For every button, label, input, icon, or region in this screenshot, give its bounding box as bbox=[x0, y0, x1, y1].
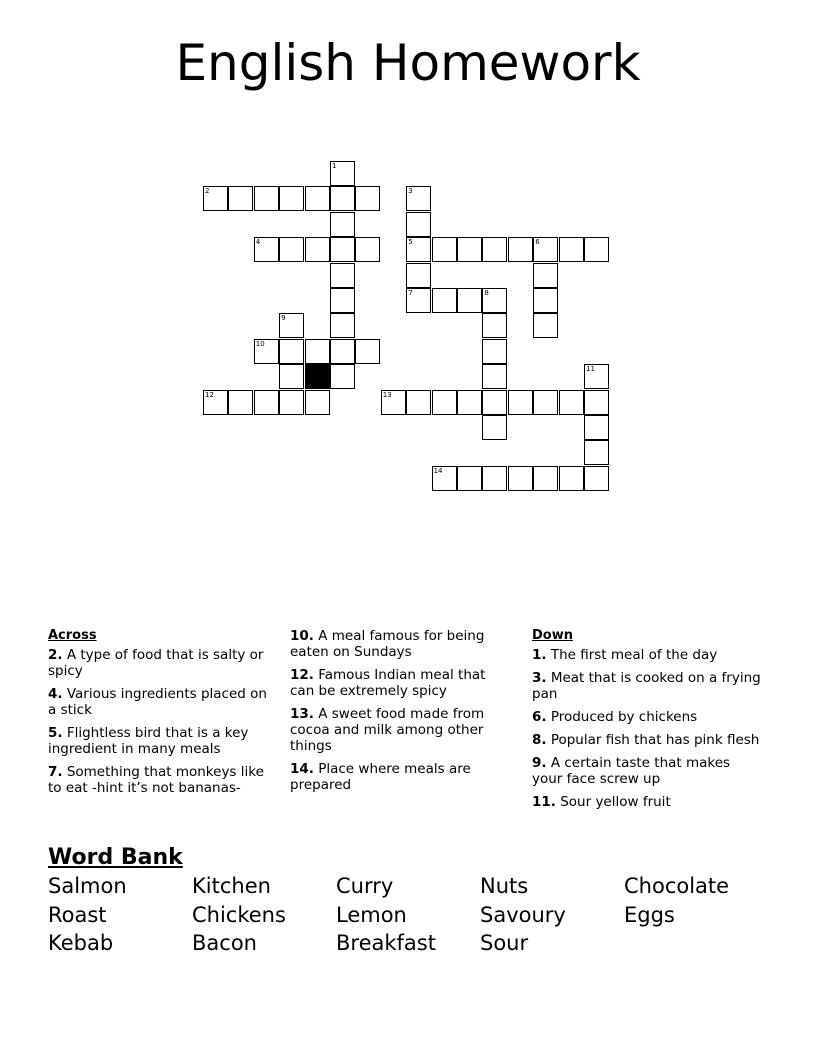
word-bank-item: Savoury bbox=[480, 903, 566, 927]
clue-across: 4. Various ingredients placed on a stick bbox=[48, 686, 267, 718]
clue-across: 2. A type of food that is salty or spicy bbox=[48, 647, 264, 679]
clue-across: 7. Something that monkeys like to eat -hint it’s not bananas- bbox=[48, 764, 264, 796]
word-bank-item: Salmon bbox=[48, 874, 127, 898]
crossword-cell[interactable] bbox=[482, 237, 507, 262]
crossword-cell[interactable] bbox=[330, 186, 355, 211]
clue-number: 5 bbox=[408, 238, 413, 247]
crossword-cell[interactable] bbox=[533, 288, 558, 313]
word-bank-item: Kebab bbox=[48, 931, 114, 955]
clue-across: 12. Famous Indian meal that can be extremely spicy bbox=[290, 667, 486, 699]
crossword-cell[interactable] bbox=[533, 237, 558, 262]
clue-number: 2 bbox=[205, 187, 210, 196]
crossword-cell[interactable] bbox=[482, 339, 507, 364]
crossword-cell[interactable] bbox=[508, 237, 533, 262]
crossword-cell[interactable] bbox=[457, 288, 482, 313]
crossword-black-cell bbox=[305, 364, 330, 389]
clue-down: 9. A certain taste that makes your face screw up bbox=[532, 755, 731, 787]
word-bank-item: Chocolate bbox=[624, 874, 730, 898]
crossword-cell[interactable] bbox=[228, 186, 253, 211]
crossword-cell[interactable] bbox=[381, 390, 406, 415]
crossword-cell[interactable] bbox=[254, 390, 279, 415]
crossword-cell[interactable] bbox=[482, 466, 507, 491]
word-bank-item: Roast bbox=[48, 903, 107, 927]
crossword-cell[interactable] bbox=[330, 237, 355, 262]
crossword-cell[interactable] bbox=[482, 364, 507, 389]
down-heading: Down bbox=[532, 628, 573, 643]
crossword-cell[interactable] bbox=[406, 237, 431, 262]
clue-across: 13. A sweet food made from cocoa and milk among other things bbox=[290, 706, 485, 754]
crossword-cell[interactable] bbox=[559, 237, 584, 262]
word-bank-item: Chickens bbox=[192, 903, 286, 927]
crossword-cell[interactable] bbox=[432, 288, 457, 313]
crossword-cell[interactable] bbox=[406, 186, 431, 211]
crossword-cell[interactable] bbox=[533, 313, 558, 338]
clue-number: 4 bbox=[255, 238, 261, 247]
crossword-cell[interactable] bbox=[584, 415, 609, 440]
crossword-cell[interactable] bbox=[279, 339, 304, 364]
word-bank-item: Lemon bbox=[336, 903, 407, 927]
clue-number: 13 bbox=[382, 390, 392, 399]
clue-number: 10 bbox=[255, 339, 265, 348]
word-bank-item: Bacon bbox=[192, 931, 257, 955]
clue-number: 12 bbox=[205, 390, 214, 399]
word-bank-item: Sour bbox=[480, 931, 529, 955]
crossword-cell[interactable] bbox=[584, 440, 609, 465]
crossword-cell[interactable] bbox=[533, 263, 558, 288]
crossword-cell[interactable] bbox=[584, 364, 609, 389]
clue-number: 11 bbox=[586, 365, 595, 374]
word-bank-item: Nuts bbox=[480, 874, 529, 898]
crossword-cell[interactable] bbox=[305, 186, 330, 211]
clue-down: 8. Popular fish that has pink flesh bbox=[532, 732, 760, 748]
word-bank-item: Curry bbox=[336, 874, 394, 898]
crossword-cell[interactable] bbox=[330, 212, 355, 237]
crossword-cell[interactable] bbox=[508, 390, 533, 415]
clue-down: 6. Produced by chickens bbox=[532, 709, 698, 725]
crossword-cell[interactable] bbox=[457, 237, 482, 262]
crossword-cell[interactable] bbox=[355, 339, 380, 364]
clue-across: 10. A meal famous for being eaten on Sundays bbox=[290, 628, 485, 660]
crossword-cell[interactable] bbox=[584, 237, 609, 262]
clue-number: 14 bbox=[433, 466, 443, 475]
crossword-cell[interactable] bbox=[330, 288, 355, 313]
crossword-cell[interactable] bbox=[330, 339, 355, 364]
crossword-cell[interactable] bbox=[355, 237, 380, 262]
crossword-cell[interactable] bbox=[279, 237, 304, 262]
crossword-cell[interactable] bbox=[559, 390, 584, 415]
crossword-cell[interactable] bbox=[279, 364, 304, 389]
across-heading: Across bbox=[48, 628, 97, 643]
crossword-cell[interactable] bbox=[279, 313, 304, 338]
crossword-cell[interactable] bbox=[482, 288, 507, 313]
crossword-cell[interactable] bbox=[355, 186, 380, 211]
word-bank-item: Eggs bbox=[624, 903, 675, 927]
crossword-cell[interactable] bbox=[584, 390, 609, 415]
crossword-cell[interactable] bbox=[406, 288, 431, 313]
crossword-cell[interactable] bbox=[279, 390, 304, 415]
crossword-cell[interactable] bbox=[330, 161, 355, 186]
clue-across: 5. Flightless bird that is a key ingredient in many meals bbox=[48, 725, 249, 757]
crossword-cell[interactable] bbox=[533, 466, 558, 491]
crossword-cell[interactable] bbox=[406, 390, 431, 415]
page-title: English Homework bbox=[175, 34, 641, 92]
clue-number: 8 bbox=[484, 289, 489, 297]
crossword-cell[interactable] bbox=[457, 390, 482, 415]
down-clues bbox=[532, 628, 764, 817]
crossword-cell[interactable] bbox=[432, 390, 457, 415]
across-clues-col2 bbox=[290, 628, 512, 800]
crossword-cell[interactable] bbox=[305, 390, 330, 415]
clue-across: 14. Place where meals are prepared bbox=[290, 761, 471, 793]
word-bank-item: Breakfast bbox=[336, 931, 436, 955]
crossword-cell[interactable] bbox=[228, 390, 253, 415]
clue-number: 3 bbox=[408, 187, 413, 196]
crossword-cell[interactable] bbox=[482, 390, 507, 415]
crossword-cell[interactable] bbox=[559, 466, 584, 491]
clue-down: 1. The first meal of the day bbox=[532, 647, 718, 663]
crossword-cell[interactable] bbox=[330, 364, 355, 389]
crossword-cell[interactable] bbox=[432, 466, 457, 491]
crossword-cell[interactable] bbox=[533, 390, 558, 415]
crossword-cell[interactable] bbox=[254, 339, 279, 364]
clue-number: 9 bbox=[281, 314, 286, 323]
crossword-cell[interactable] bbox=[203, 186, 228, 211]
crossword-cell[interactable] bbox=[482, 313, 507, 338]
crossword-cell[interactable] bbox=[203, 390, 228, 415]
crossword-cell[interactable] bbox=[330, 263, 355, 288]
crossword-cell[interactable] bbox=[508, 466, 533, 491]
crossword-cell[interactable] bbox=[457, 466, 482, 491]
clue-number: 1 bbox=[332, 162, 337, 170]
crossword-cell[interactable] bbox=[432, 237, 457, 262]
crossword-cell[interactable] bbox=[584, 466, 609, 491]
crossword-cell[interactable] bbox=[305, 237, 330, 262]
clue-number: 7 bbox=[408, 289, 413, 297]
clue-down: 3. Meat that is cooked on a frying pan bbox=[532, 670, 761, 702]
clue-number: 6 bbox=[535, 238, 540, 247]
crossword-cell[interactable] bbox=[254, 237, 279, 262]
word-bank-item: Kitchen bbox=[192, 874, 271, 898]
crossword-cell[interactable] bbox=[254, 186, 279, 211]
word-bank-title: Word Bank bbox=[48, 845, 183, 870]
clue-down: 11. Sour yellow fruit bbox=[532, 794, 671, 810]
crossword-cell[interactable] bbox=[406, 263, 431, 288]
crossword-cell[interactable] bbox=[305, 339, 330, 364]
crossword-cell[interactable] bbox=[482, 415, 507, 440]
crossword-cell[interactable] bbox=[330, 313, 355, 338]
across-clues-col1 bbox=[48, 628, 270, 803]
crossword-cell[interactable] bbox=[406, 212, 431, 237]
crossword-cell[interactable] bbox=[279, 186, 304, 211]
